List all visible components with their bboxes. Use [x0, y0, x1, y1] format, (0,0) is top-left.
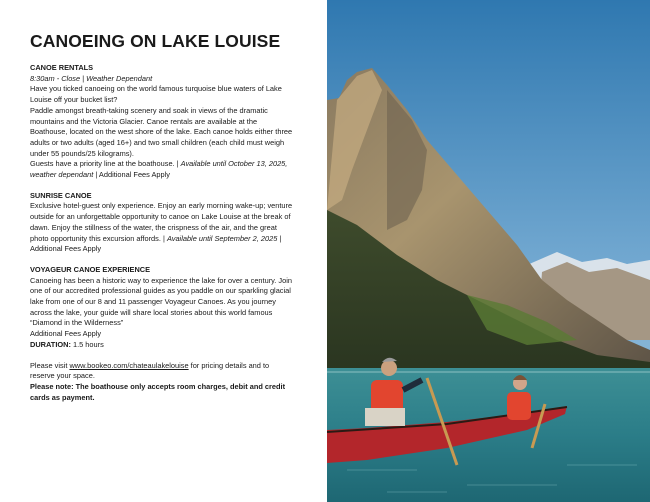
- payment-note: Please note: The boathouse only accepts room charges, debit and credit cards as payment.: [30, 381, 286, 402]
- rentals-priority: Guests have a priority line at the boathouse. |: [30, 159, 181, 169]
- duration-label: DURATION:: [30, 339, 71, 349]
- sunrise-description: [30, 201, 295, 255]
- rentals-intro: Have you ticked canoeing on the world famous turquoise blue waters of Lake Louise off your bucket list?: [30, 84, 282, 105]
- voyageur-description: Canoeing has been a historic way to experience the lake for over a century. Join one of our accredited professional guides as you paddle on our sparkling glacial lake from one of our 8 and 11 passenger Voyageur Canoes. As you journey across the lake, your guide will share local stories about this world famous “Diamond in the Wilderness”: [30, 275, 292, 328]
- visit-lead: Please visit: [30, 360, 70, 370]
- bookeo-link[interactable]: www.bookeo.com/chateaulakelouise: [69, 360, 189, 370]
- rentals-hours: 8:30am - Close | Weather Dependant: [30, 73, 153, 83]
- rentals-availability: [30, 159, 295, 180]
- section-heading: SUNRISE CANOE: [30, 190, 92, 200]
- rentals-description: Paddle amongst breath-taking scenery and soak in views of the dramatic mountains and the Victoria Glacier. Canoe rentals are available at the Boathouse, located on the west shore of the lake. Each canoe holds either three adults or two adults (aged 16+) and two small children (each child must weigh under 55 pounds/25 kilograms).: [30, 105, 293, 158]
- voyageur-fees: Additional Fees Apply: [30, 329, 102, 339]
- sunrise-text: Exclusive hotel-guest only experience. Enjoy an early morning wake-up; venture outside for an unforgettable opportunity to canoe on Lake Louise at the break of dawn. Enjoy the stillness of the water, the crispness of the air, and the great photo opportunity this excursion affords. |: [30, 201, 293, 243]
- sunrise-fees: | Additional Fees Apply: [30, 233, 282, 254]
- section-voyageur-canoe: [30, 265, 295, 351]
- visit-text: [30, 361, 295, 382]
- rentals-available-until: Available until October 13, 2025, weather dependant: [30, 159, 288, 180]
- page-title: CANOEING ON LAKE LOUISE: [30, 31, 281, 51]
- section-sunrise-canoe: [30, 191, 295, 255]
- section-canoe-rentals: [30, 63, 295, 181]
- section-heading: CANOE RENTALS: [30, 63, 94, 72]
- duration-value: 1.5 hours: [70, 339, 104, 349]
- content: [30, 32, 295, 413]
- sunrise-available-until: Available until September 2, 2025: [166, 233, 278, 243]
- section-heading: VOYAGEUR CANOE EXPERIENCE: [30, 264, 151, 274]
- voyageur-duration: [30, 340, 295, 351]
- rentals-fees: | Additional Fees Apply: [93, 170, 170, 180]
- visit-tail: for pricing details and to reserve your space.: [30, 360, 270, 381]
- canoe-photo: [327, 0, 650, 502]
- section-booking: [30, 361, 295, 404]
